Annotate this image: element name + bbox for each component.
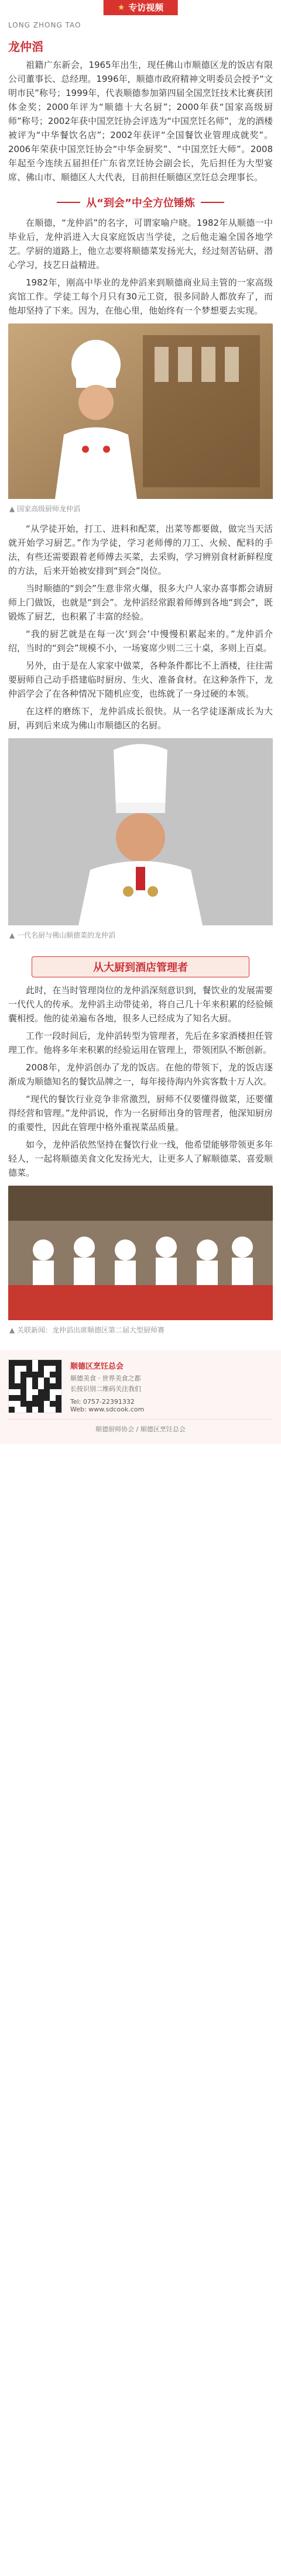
qr-module (38, 1383, 44, 1389)
qr-module (50, 1360, 56, 1366)
paragraph: 2008年，龙仲滔创办了龙的饭店。在他的带领下，龙的饭店逐渐成为顺德知名的餐饮品牌之一，每年接待海内外宾客数十万人次。 (8, 1062, 273, 1087)
paragraph: 在这样的磨练下，龙仲滔成长很快。从一名学徒逐渐成长为大厨，再到后来成为佛山市顺德区的名厨。 (8, 706, 273, 731)
qr-module (50, 1377, 56, 1383)
qr-module (38, 1401, 44, 1407)
title-row (0, 37, 281, 58)
qr-module (26, 1360, 32, 1366)
qr-module (9, 1377, 15, 1383)
header-bar (0, 0, 281, 37)
paragraph: 在顺德，“龙仲滔”的名字，可谓家喻户晓。1982年从顺德一中毕业后，龙仲滔进入大良家庭饭店当学徒，之后他走遍全国各地学艺。学厨的道路上，他立志要将顺德菜发扬光大，经过刻苦钻研、潜心学习，技艺日益精进。 (8, 218, 273, 270)
qr-module (38, 1366, 44, 1372)
footer-info (70, 1360, 273, 1413)
qr-module (15, 1383, 20, 1389)
footer-org: 顺德区烹饪总会 (70, 1362, 124, 1371)
qr-module (44, 1401, 50, 1407)
qr-module (9, 1395, 15, 1401)
footer-tel[interactable]: Tel: 0757-22391332 (70, 1397, 135, 1406)
person-name: 龙仲滔 (8, 40, 43, 54)
qr-module (20, 1366, 26, 1372)
qr-module (38, 1389, 44, 1395)
divider (201, 202, 224, 203)
qr-module (20, 1401, 26, 1407)
article-body (0, 58, 281, 1341)
qr-module (26, 1377, 32, 1383)
qr-module (38, 1372, 44, 1377)
qr-module (50, 1372, 56, 1377)
footer-slogan: 顺德美食 · 世界美食之都 (70, 1374, 141, 1382)
qr-module (56, 1407, 61, 1413)
qr-module (56, 1360, 61, 1366)
qr-module (20, 1395, 26, 1401)
qr-module (26, 1401, 32, 1407)
qr-module (26, 1372, 32, 1377)
qr-module (50, 1389, 56, 1395)
qr-module (26, 1389, 32, 1395)
qr-module (15, 1401, 20, 1407)
qr-module (20, 1377, 26, 1383)
section-title-text: 从“到会”中全方位锤炼 (86, 197, 195, 209)
chef-photo-image (8, 323, 273, 499)
photo-caption: ▲ 关联新闻：龙仲滔出席顺德区第二届大型厨师赛 (9, 1326, 165, 1334)
paragraph: 此时，在当时管理岗位的龙仲滔深刻意识到，餐饮业的发展需要一代代人的传承。龙仲滔主动带徒弟，将自己几十年来积累的经验倾囊相授。他的徒弟遍布各地，很多人已经成为了知名大厨。 (8, 985, 273, 1024)
qr-module (44, 1372, 50, 1377)
qr-module (56, 1401, 61, 1407)
footer-qr-row (8, 1359, 273, 1413)
qr-module (56, 1372, 61, 1377)
qr-module (9, 1383, 15, 1389)
header-badge-label: 专访视频 (128, 2, 164, 13)
qr-module (32, 1360, 38, 1366)
qr-module (38, 1395, 44, 1401)
qr-module (32, 1407, 38, 1413)
qr-module (56, 1389, 61, 1395)
footer-bottom: 顺德厨师协会 / 顺德区烹饪总会 (8, 1419, 273, 1434)
qr-module (15, 1377, 20, 1383)
qr-module (50, 1366, 56, 1372)
qr-module (44, 1395, 50, 1401)
qr-module (50, 1401, 56, 1407)
qr-module (15, 1395, 20, 1401)
qr-module (9, 1372, 15, 1377)
photo-caption: ▲ 一代名厨与佛山顺德菜的龙仲滔 (9, 931, 116, 939)
qr-code-icon[interactable] (8, 1359, 62, 1413)
section-title-1 (8, 195, 273, 210)
paragraph: 工作一段时间后，龙仲滔转型为管理者，先后在多家酒楼担任管理工作。他将多年来积累的经验运用在管理上，带领团队不断创新。 (8, 1031, 273, 1055)
qr-module (9, 1389, 15, 1395)
header-subtitle: LONG ZHONG TAO (8, 21, 81, 29)
qr-module (32, 1401, 38, 1407)
divider (57, 202, 80, 203)
star-icon: ★ (117, 3, 125, 12)
qr-module (44, 1377, 50, 1383)
qr-module (56, 1383, 61, 1389)
qr-module (9, 1366, 15, 1372)
footer (0, 1350, 281, 1444)
paragraph: 1982年，刚高中毕业的龙仲滔来到顺德商业局主管的一家高级宾馆工作。学徒工每个月只有30元工资，很多同龄人都放弃了，而他却坚持了下来。因为，在他心里，他始终有一个梦想要去实现。 (8, 277, 273, 316)
qr-module (56, 1377, 61, 1383)
qr-module (20, 1383, 26, 1389)
paragraph: “我的厨艺就是在每一次‘到会’中慢慢积累起来的。”龙仲滔介绍，当时的“到会”规模不小，一场宴席少则二三十桌，多则上百桌。 (8, 629, 273, 653)
qr-module (9, 1401, 15, 1407)
qr-module (56, 1366, 61, 1372)
qr-module (26, 1366, 32, 1372)
paragraph: 另外，由于是在人家家中做菜，各种条件都比不上酒楼，往往需要厨师自己动手搭建临时厨房、生火、准备食材。在这种条件下，龙仲滔学会了在各种情况下随机应变，也练就了一身过硬的本领。 (8, 660, 273, 699)
qr-module (20, 1389, 26, 1395)
photo-chef-2 (8, 738, 273, 946)
qr-module (20, 1407, 26, 1413)
qr-module (9, 1407, 15, 1413)
qr-module (32, 1377, 38, 1383)
qr-module (50, 1383, 56, 1389)
chef-portrait-image (8, 738, 273, 925)
qr-module (15, 1389, 20, 1395)
section-title-2 (32, 956, 249, 977)
qr-module (9, 1360, 15, 1366)
qr-module (50, 1407, 56, 1413)
qr-module (50, 1395, 56, 1401)
qr-module (15, 1372, 20, 1377)
group-photo-image (8, 1186, 273, 1320)
qr-module (26, 1383, 32, 1389)
qr-module (32, 1366, 38, 1372)
qr-module (32, 1372, 38, 1377)
qr-module (44, 1383, 50, 1389)
photo-caption: ▲ 国家高级厨师龙仲滔 (9, 505, 81, 513)
qr-module (15, 1360, 20, 1366)
qr-module (32, 1395, 38, 1401)
qr-module (32, 1389, 38, 1395)
qr-module (26, 1395, 32, 1401)
paragraph: 当时顺德的“到会”生意非常火爆，很多大户人家办喜事都会请厨师上门做饭，也就是“到会”。龙仲滔经常跟着师傅到各地“到会”，既锻炼了厨艺，也积累了丰富的经验。 (8, 583, 273, 622)
paragraph: 如今，龙仲滔依然坚持在餐饮行业一线，他希望能够带领更多年轻人，一起将顺德美食文化发扬光大，让更多人了解顺德菜、喜爱顺德菜。 (8, 1139, 273, 1178)
paragraph: “从学徒开始，打工、进料和配菜，出菜等都要做，做完当天活就开始学习厨艺。”作为学徒，学习老师傅的刀工、火候、配料的手法，有些还需要跟着老师傅去买菜，去采购，学习辨别食材新鲜程度的方法，后来开始被安排到“到会”岗位。 (8, 524, 273, 576)
qr-module (56, 1395, 61, 1401)
intro-paragraph: 祖籍广东新会，1965年出生，现任佛山市顺德区龙的饭店有限公司董事长、总经理。1996年，顺德市政府精神文明委员会授予“文明市民”称号；1999年，代表顺德参加第四届全国烹饪技术比赛获团体金奖；2000年评为“顺德十大名厨”；2000年获“国家高级厨师”称号；2002年获中国烹饪协会评选为“中国烹饪名师”，龙的酒楼被评为“中华餐饮名店”；2002年获评“全国餐饮业管理成就奖”。2006年荣获中国烹饪协会“中华金厨奖”、“中国烹饪大师”。2008年起至今连续五届担任广东省烹饪协会副会长，先后担任为大型宴席、佛山市、顺德区人大代表，目前担任顺德区烹饪总会理事长。 (8, 60, 273, 182)
qr-module (26, 1407, 32, 1413)
qr-module (44, 1407, 50, 1413)
header-badge (104, 0, 178, 15)
qr-module (44, 1360, 50, 1366)
qr-module (38, 1407, 44, 1413)
qr-module (15, 1407, 20, 1413)
qr-module (38, 1360, 44, 1366)
qr-module (20, 1360, 26, 1366)
footer-scan-hint: 长按识别二维码关注我们 (70, 1385, 141, 1393)
qr-module (15, 1366, 20, 1372)
qr-module (32, 1383, 38, 1389)
footer-web[interactable]: Web: www.sdcook.com (70, 1405, 145, 1413)
photo-group (8, 1186, 273, 1341)
paragraph: “现代的餐饮行业竞争非常激烈，厨师不仅要懂得做菜，还要懂得经营和管理。”龙仲滔说，作为一名厨师出身的管理者，他深知厨房的重要性，因此在管理中格外重视菜品质量。 (8, 1094, 273, 1132)
section-title-text: 从大厨到酒店管理者 (93, 962, 188, 974)
photo-chef-1 (8, 323, 273, 519)
qr-module (44, 1366, 50, 1372)
qr-module (44, 1389, 50, 1395)
qr-module (38, 1377, 44, 1383)
qr-module (20, 1372, 26, 1377)
